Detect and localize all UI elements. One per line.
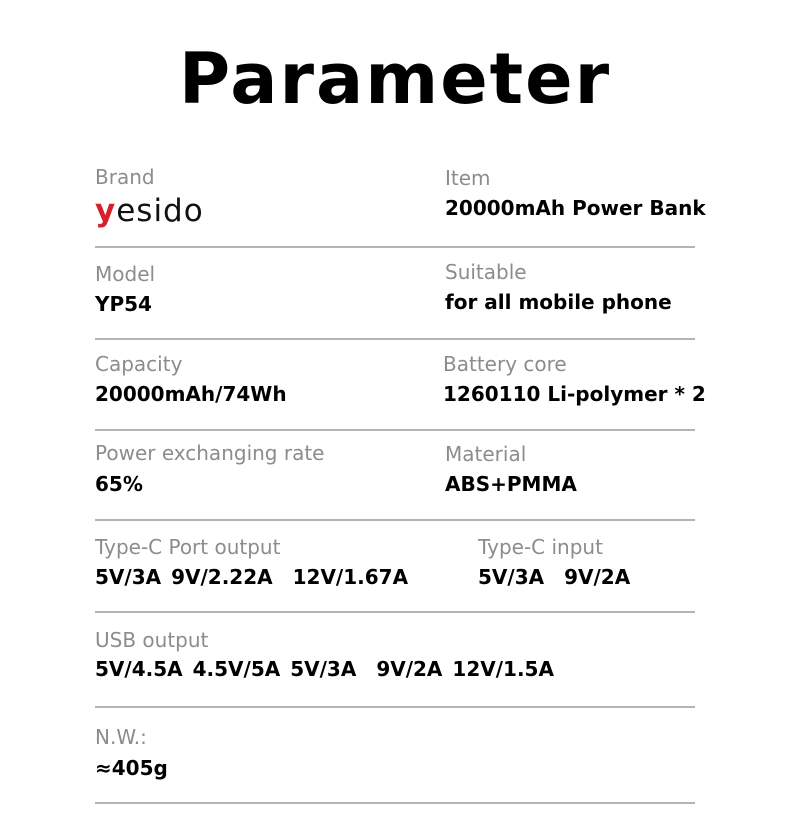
battery-core-label: Battery core [443,352,567,376]
usb-output-values: 5V/4.5A 4.5V/5A 5V/3A 9V/2A 12V/1.5A [95,657,554,681]
battery-core-value: 1260110 Li-polymer * 2 [443,382,706,406]
exchange-rate-label: Power exchanging rate [95,441,325,465]
divider [95,802,695,804]
typec-input-label: Type-C input [478,535,603,559]
divider [95,246,695,248]
typec-output-label: Type-C Port output [95,535,281,559]
model-label: Model [95,262,156,286]
item-value: 20000mAh Power Bank [445,196,706,220]
material-value: ABS+PMMA [445,472,577,496]
material-label: Material [445,442,527,466]
divider [95,611,695,613]
item-label: Item [445,166,491,190]
model-value: YP54 [95,292,152,316]
exchange-rate-value: 65% [95,472,143,496]
page-title: Parameter [178,38,612,120]
weight-label: N.W.: [95,725,147,749]
typec-output-values: 5V/3A 9V/2.22A 12V/1.67A [95,565,409,589]
capacity-label: Capacity [95,352,183,376]
divider [95,338,695,340]
divider [95,429,695,431]
yesido-logo: yesido [95,193,204,229]
divider [95,519,695,521]
suitable-value: for all mobile phone [445,290,672,314]
usb-output-label: USB output [95,628,209,652]
brand-label: Brand [95,165,155,189]
suitable-label: Suitable [445,260,527,284]
divider [95,706,695,708]
capacity-value: 20000mAh/74Wh [95,382,287,406]
typec-input-values: 5V/3A 9V/2A [478,565,631,589]
weight-value: ≈405g [95,756,168,780]
